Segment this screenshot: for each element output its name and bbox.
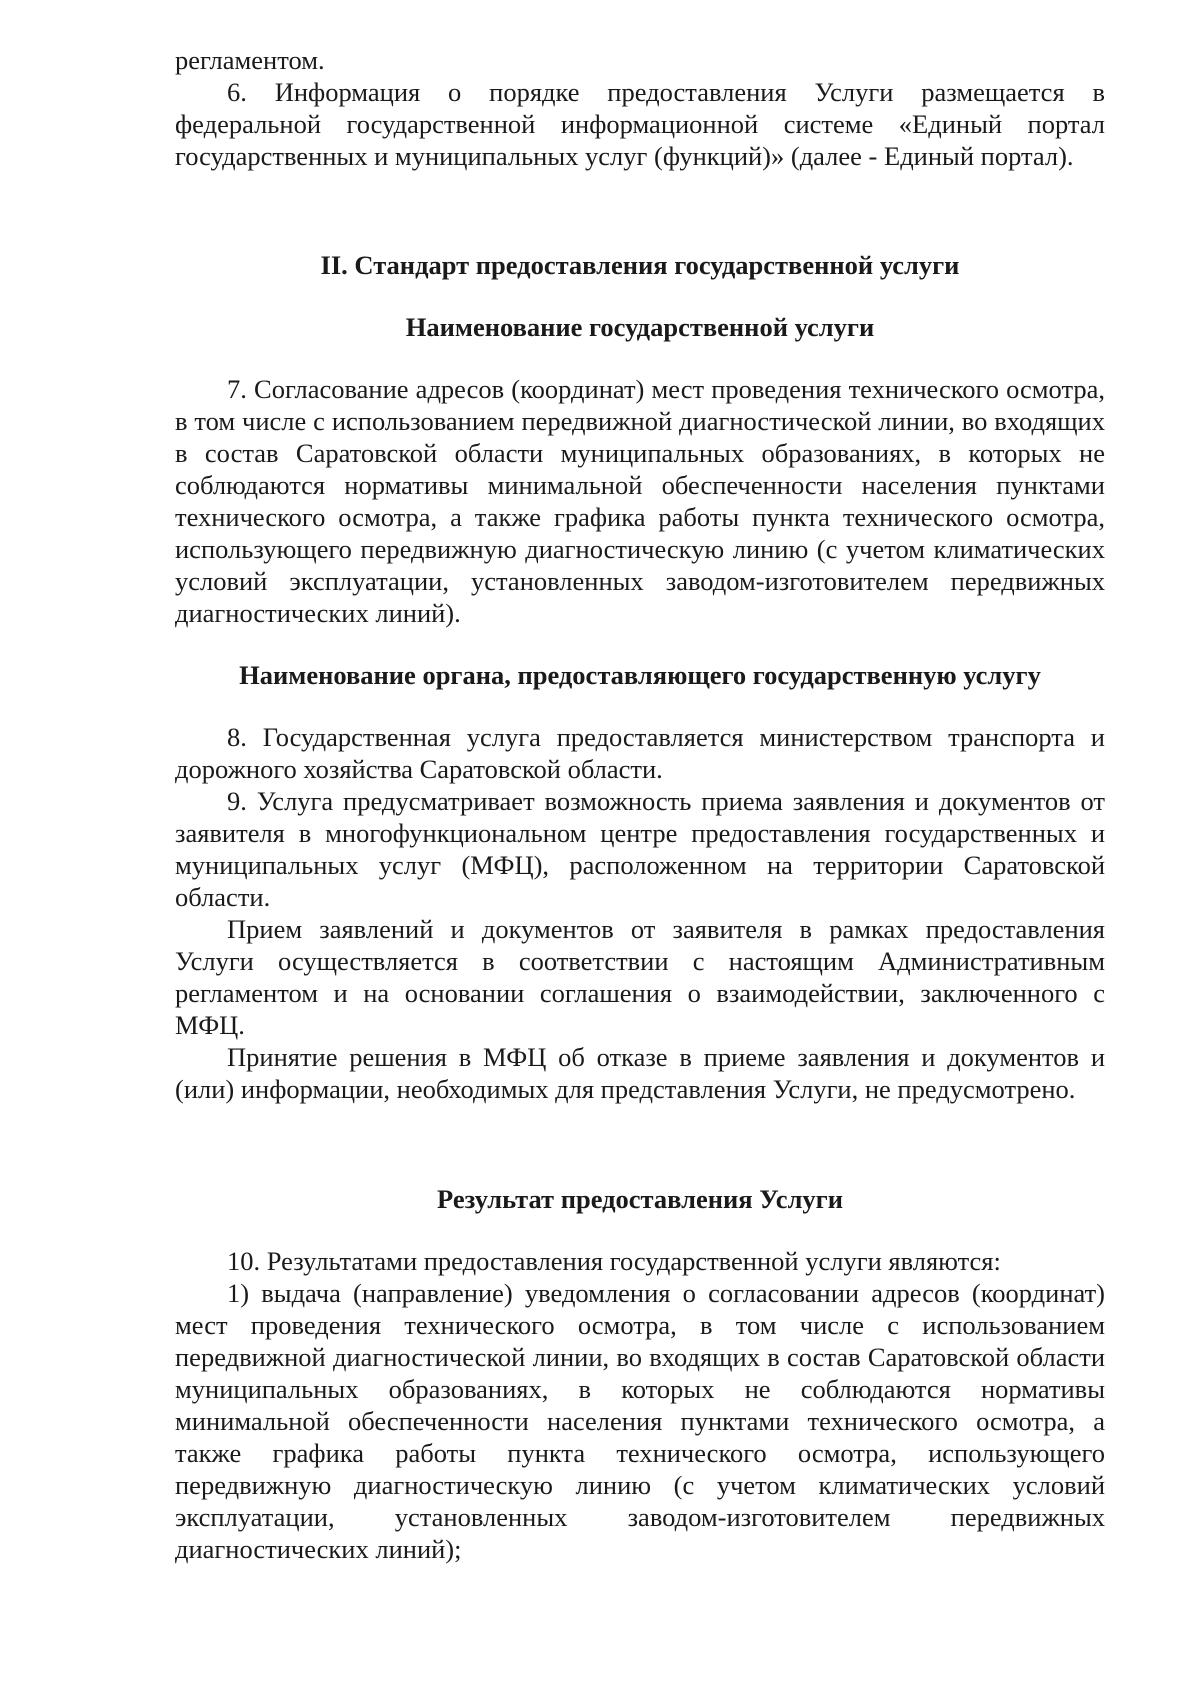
paragraph-9: 9. Услуга предусматривает возможность приема заявления и документов от заявителя в многофункциональном центре предоставления государственных и муниципальных услуг (МФЦ), расположенном на территории Саратовской области. — [175, 786, 1105, 912]
heading-service-name: Наименование государственной услуги — [405, 312, 875, 342]
paragraph-9-reception: Прием заявлений и документов от заявителя в рамках предоставления Услуги осуществляется в соответствии с настоящим Административным регламентом и на основании соглашения о взаимодействии, заключенного с МФЦ. — [175, 914, 1105, 1040]
paragraph-intro-tail: регламентом. — [175, 45, 325, 75]
paragraph-8: 8. Государственная услуга предоставляется министерством транспорта и дорожного хозяйства Саратовской области. — [175, 722, 1105, 784]
document-page — [175, 44, 1105, 1565]
heading-body-name: Наименование органа, предоставляющего государственную услугу — [239, 660, 1041, 690]
spacer — [175, 219, 1105, 249]
spacer — [175, 343, 1105, 373]
paragraph-10-item-1: 1) выдача (направление) уведомления о согласовании адресов (координат) мест проведения технического осмотра, в том числе с использованием передвижной диагностической линии, во входящих в состав Саратовской области муниципальных образованиях, в которых не соблюдаются нормативы минимальной обеспеченности населения пунктами технического осмотра, а также графика работы пункта технического осмотра, использующего передвижную диагностическую линию (с учетом климатических условий эксплуатации, установленных заводом-изготовителем передвижных диагностических линий); — [175, 1278, 1105, 1564]
spacer — [175, 1105, 1105, 1183]
spacer — [175, 281, 1105, 311]
paragraph-6: 6. Информация о порядке предоставления Услуги размещается в федеральной государственной информационной системе «Единый портал государственных и муниципальных услуг (функций)» (далее - Единый портал). — [175, 77, 1105, 171]
paragraph-10: 10. Результатами предоставления государственной услуги являются: — [227, 1246, 1001, 1276]
spacer — [175, 172, 1105, 219]
paragraph-7: 7. Согласование адресов (координат) мест проведения технического осмотра, в том числе с использованием передвижной диагностической линии, во входящих в состав Саратовской области муниципальных образованиях, в которых не соблюдаются нормативы минимальной обеспеченности населения пунктами технического осмотра, а также графика работы пункта технического осмотра, использующего передвижную диагностическую линию (с учетом климатических условий эксплуатации, установленных заводом-изготовителем передвижных диагностических линий). — [175, 374, 1105, 628]
paragraph-9-refusal: Принятие решения в МФЦ об отказе в приеме заявления и документов и (или) информации, необходимых для представления Услуги, не предусмотрено. — [175, 1042, 1105, 1104]
spacer — [175, 1215, 1105, 1245]
spacer — [175, 691, 1105, 721]
section-2-heading: II. Стандарт предоставления государственной услуги — [320, 250, 960, 280]
heading-result: Результат предоставления Услуги — [437, 1184, 843, 1214]
spacer — [175, 629, 1105, 659]
